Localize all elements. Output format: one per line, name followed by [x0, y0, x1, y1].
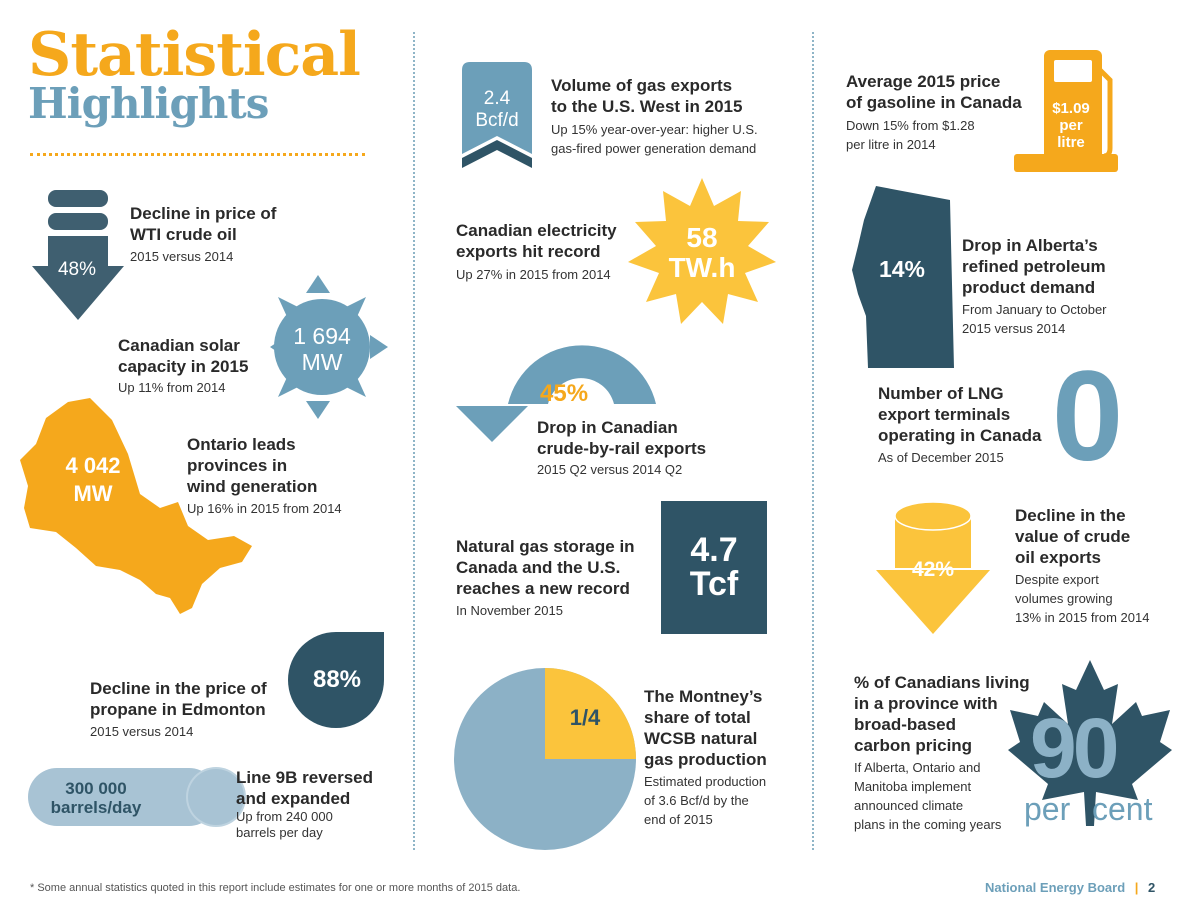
wti-arrow-icon: [30, 190, 126, 322]
wind-sub: Up 16% in 2015 from 2014: [187, 501, 342, 516]
montney-sub-3: end of 2015: [644, 812, 713, 827]
rail-sub: 2015 Q2 versus 2014 Q2: [537, 462, 683, 477]
gas-exports-value-2: Bcf/d: [475, 110, 519, 131]
crude-exports-sub-3: 13% in 2015 from 2014: [1015, 610, 1150, 625]
carbon-title-3: broad-based: [854, 715, 957, 734]
electricity-value-2: TW.h: [668, 252, 736, 283]
line9b-title-1: Line 9B reversed: [236, 768, 374, 787]
gasoline-value-3: litre: [1057, 134, 1085, 151]
column-divider-1: [413, 32, 415, 850]
gasoline-title-1: Average 2015 price: [846, 72, 1001, 91]
wind-title-1: Ontario leads: [187, 435, 296, 454]
alberta-title-1: Drop in Alberta’s: [962, 236, 1098, 255]
solar-value-1: 1 694: [293, 323, 351, 349]
storage-title-3: reaches a new record: [456, 579, 630, 598]
rail-value: 45%: [540, 380, 589, 407]
propane-sub: 2015 versus 2014: [90, 724, 194, 739]
rail-title-1: Drop in Canadian: [537, 418, 678, 437]
gas-exports-title-1: Volume of gas exports: [551, 76, 733, 95]
wti-value: 48%: [57, 259, 97, 280]
pie-icon: [454, 668, 636, 850]
wind-value-2: MW: [73, 481, 113, 506]
montney-title-3: WCSB natural: [644, 729, 758, 748]
column-divider-2: [812, 32, 814, 850]
line9b-sub-2: barrels per day: [236, 825, 323, 840]
alberta-title-2: refined petroleum: [962, 257, 1106, 276]
rail-title-2: crude-by-rail exports: [537, 439, 707, 458]
alberta-sub-2: 2015 versus 2014: [962, 321, 1066, 336]
gas-exports-sub-2: gas-fired power generation demand: [551, 141, 757, 156]
crude-exports-title-2: value of crude: [1015, 527, 1131, 546]
crude-exports-sub-2: volumes growing: [1015, 591, 1113, 606]
wti-sub: 2015 versus 2014: [130, 249, 234, 264]
electricity-value-1: 58: [686, 222, 718, 253]
line9b-sub-1: Up from 240 000: [236, 809, 333, 824]
carbon-sub-4: plans in the coming years: [854, 817, 1002, 832]
footer-org-name: National Energy Board: [985, 880, 1126, 895]
lng-title-3: operating in Canada: [878, 426, 1042, 445]
propane-title-2: propane in Edmonton: [90, 700, 266, 719]
wti-title-2: WTI crude oil: [130, 225, 237, 244]
gasoline-sub-1: Down 15% from $1.28: [846, 118, 975, 133]
electricity-title-2: exports hit record: [456, 242, 601, 261]
lng-value: 0: [1052, 345, 1124, 488]
footer-separator: |: [1134, 880, 1139, 895]
lng-title-1: Number of LNG: [878, 384, 1004, 403]
gasoline-title-2: of gasoline in Canada: [846, 93, 1022, 112]
line9b-value-2: barrels/day: [50, 798, 142, 817]
carbon-unit-right: cent: [1092, 791, 1153, 827]
montney-sub-1: Estimated production: [644, 774, 767, 789]
montney-value: 1/4: [569, 705, 601, 730]
carbon-value: 90: [1030, 701, 1116, 795]
carbon-title-4: carbon pricing: [854, 736, 973, 755]
carbon-sub-2: Manitoba implement: [854, 779, 972, 794]
montney-title-4: gas production: [644, 750, 767, 769]
propane-title-1: Decline in the price of: [90, 679, 267, 698]
gasoline-sub-2: per litre in 2014: [846, 137, 936, 152]
gas-exports-value-1: 2.4: [483, 88, 511, 109]
carbon-title-2: in a province with: [854, 694, 998, 713]
title-statistical: Statistical: [28, 20, 360, 90]
wti-title-1: Decline in price of: [130, 204, 277, 223]
electricity-sub: Up 27% in 2015 from 2014: [456, 267, 611, 282]
gasoline-value-2: per: [1059, 117, 1083, 134]
wind-title-2: provinces in: [187, 456, 288, 475]
alberta-value: 14%: [878, 256, 926, 282]
footer-note: * Some annual statistics quoted in this report include estimates for one or more months of 2015 data.: [30, 882, 521, 894]
crude-exports-title-3: oil exports: [1015, 548, 1101, 567]
crude-exports-title-1: Decline in the: [1015, 506, 1126, 525]
electricity-title-1: Canadian electricity: [456, 221, 617, 240]
solar-value-2: MW: [301, 349, 343, 375]
storage-title-1: Natural gas storage in: [456, 537, 635, 556]
storage-value-2: Tcf: [689, 565, 739, 603]
montney-title-1: The Montney’s: [644, 687, 763, 706]
carbon-sub-1: If Alberta, Ontario and: [854, 760, 981, 775]
footer-page-number: 2: [1148, 880, 1156, 895]
lng-sub: As of December 2015: [878, 450, 1004, 465]
gasoline-value-1: $1.09: [1052, 100, 1090, 117]
propane-value: 88%: [312, 666, 362, 693]
gas-exports-title-2: to the U.S. West in 2015: [551, 97, 743, 116]
carbon-sub-3: announced climate: [854, 798, 964, 813]
solar-title-2: capacity in 2015: [118, 357, 249, 376]
carbon-title-1: % of Canadians living: [854, 673, 1030, 692]
lng-title-2: export terminals: [878, 405, 1011, 424]
footer-org: [985, 880, 1155, 895]
carbon-unit-left: per: [1024, 791, 1071, 827]
gas-exports-sub-1: Up 15% year-over-year: higher U.S.: [551, 122, 758, 137]
crude-exports-sub-1: Despite export: [1015, 572, 1099, 587]
crude-exports-value: 42%: [911, 558, 955, 581]
montney-sub-2: of 3.6 Bcf/d by the: [644, 793, 749, 808]
storage-value-1: 4.7: [690, 531, 738, 569]
title-underline: [30, 153, 365, 156]
wind-title-3: wind generation: [187, 477, 318, 496]
solar-sub: Up 11% from 2014: [118, 380, 226, 395]
storage-sub: In November 2015: [456, 603, 563, 618]
line9b-value-1: 300 000: [65, 779, 127, 798]
wind-value-1: 4 042: [65, 453, 121, 478]
line9b-title-2: and expanded: [236, 789, 351, 808]
storage-title-2: Canada and the U.S.: [456, 558, 621, 577]
solar-title-1: Canadian solar: [118, 336, 240, 355]
alberta-sub-1: From January to October: [962, 302, 1107, 317]
alberta-title-3: product demand: [962, 278, 1096, 297]
montney-title-2: share of total: [644, 708, 751, 727]
title-highlights: Highlights: [28, 79, 269, 128]
